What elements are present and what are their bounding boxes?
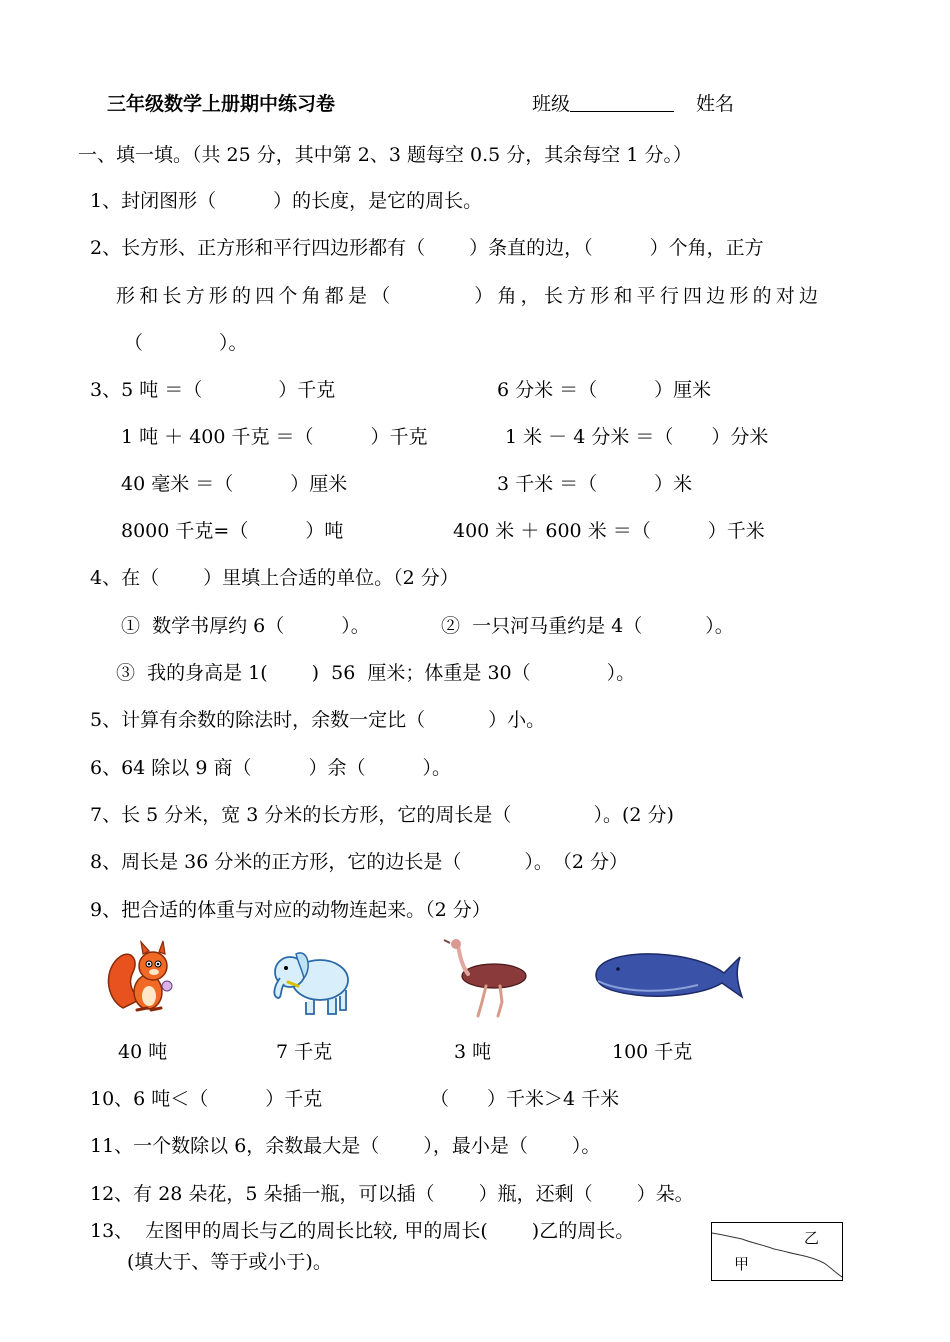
question-4: 4、在（ ）里填上合适的单位。（2 分） xyxy=(90,567,459,589)
weight-label-4: 100 千克 xyxy=(612,1041,693,1063)
question-3-r1b: 6 分米 ＝（ ）厘米 xyxy=(497,379,712,401)
class-field xyxy=(532,92,674,116)
page-title: 三年级数学上册期中练习卷 xyxy=(107,93,336,115)
question-4-item3: ③ 我的身高是 1( ) 56 厘米；体重是 30（ ）。 xyxy=(116,662,636,684)
question-12: 12、有 28 朵花，5 朵插一瓶，可以插（ ）瓶，还剩（ ）朵。 xyxy=(90,1183,694,1205)
question-2-line3: （ ）。 xyxy=(124,332,248,354)
class-label: 班级 xyxy=(532,93,571,115)
question-10a: 10、6 吨＜（ ）千克 xyxy=(90,1088,323,1110)
question-3-r3a: 40 毫米 ＝（ ）厘米 xyxy=(121,473,348,495)
question-3-r2a: 1 吨 ＋ 400 千克 ＝（ ）千克 xyxy=(121,426,428,448)
question-13: 13、 左图甲的周长与乙的周长比较, 甲的周长( )乙的周长。 xyxy=(90,1220,635,1242)
class-blank[interactable] xyxy=(570,93,674,112)
squirrel-icon xyxy=(103,938,178,1016)
question-7: 7、长 5 分米，宽 3 分米的长方形，它的周长是（ ）。(2 分) xyxy=(90,804,674,826)
label-yi: 乙 xyxy=(804,1229,820,1247)
question-4-item2: ② 一只河马重约是 4（ ）。 xyxy=(441,615,734,637)
label-jia: 甲 xyxy=(734,1255,750,1273)
question-3-r3b: 3 千米 ＝（ ）米 xyxy=(497,473,693,495)
elephant-icon xyxy=(268,940,354,1020)
question-8: 8、周长是 36 分米的正方形，它的边长是（ ）。 （2 分） xyxy=(90,851,629,873)
weight-label-1: 40 吨 xyxy=(118,1041,168,1063)
question-3-r1a: 3、5 吨 ＝（ ）千克 xyxy=(90,379,336,401)
question-4-item1: ① 数学书厚约 6（ ）。 xyxy=(121,615,370,637)
question-1: 1、封闭图形（ ）的长度，是它的周长。 xyxy=(90,190,483,212)
perimeter-figure xyxy=(711,1222,843,1281)
section-heading: 一、填一填。（共 25 分，其中第 2、3 题每空 0.5 分，其余每空 1 分。） xyxy=(78,144,692,166)
ostrich-icon xyxy=(442,936,532,1018)
question-11: 11、一个数除以 6，余数最大是（ ），最小是（ ）。 xyxy=(90,1135,601,1157)
weight-label-3: 3 吨 xyxy=(454,1041,492,1063)
question-6: 6、64 除以 9 商（ ）余（ ）。 xyxy=(90,757,451,779)
question-3-r4b: 400 米 ＋ 600 米 ＝（ ）千米 xyxy=(453,520,765,542)
question-13-hint: (填大于、等于或小于)。 xyxy=(127,1251,332,1273)
question-2-line2: 形和长方形的四个角都是（ ）角，长方形和平行四边形的对边 xyxy=(116,285,823,307)
whale-icon xyxy=(588,945,744,1003)
question-3-r2b: 1 米 － 4 分米 ＝（ ）分米 xyxy=(505,426,769,448)
dividing-curve xyxy=(712,1223,842,1280)
question-9: 9、把合适的体重与对应的动物连起来。（2 分） xyxy=(90,899,491,921)
weight-label-2: 7 千克 xyxy=(276,1041,333,1063)
question-5: 5、计算有余数的除法时，余数一定比（ ）小。 xyxy=(90,709,546,731)
name-label: 姓名 xyxy=(696,93,735,115)
question-3-r4a: 8000 千克=（ ）吨 xyxy=(121,520,344,542)
question-10b: （ ）千米＞4 千米 xyxy=(430,1088,620,1110)
question-2-line1: 2、长方形、正方形和平行四边形都有（ ）条直的边，（ ）个角，正方 xyxy=(90,237,764,259)
